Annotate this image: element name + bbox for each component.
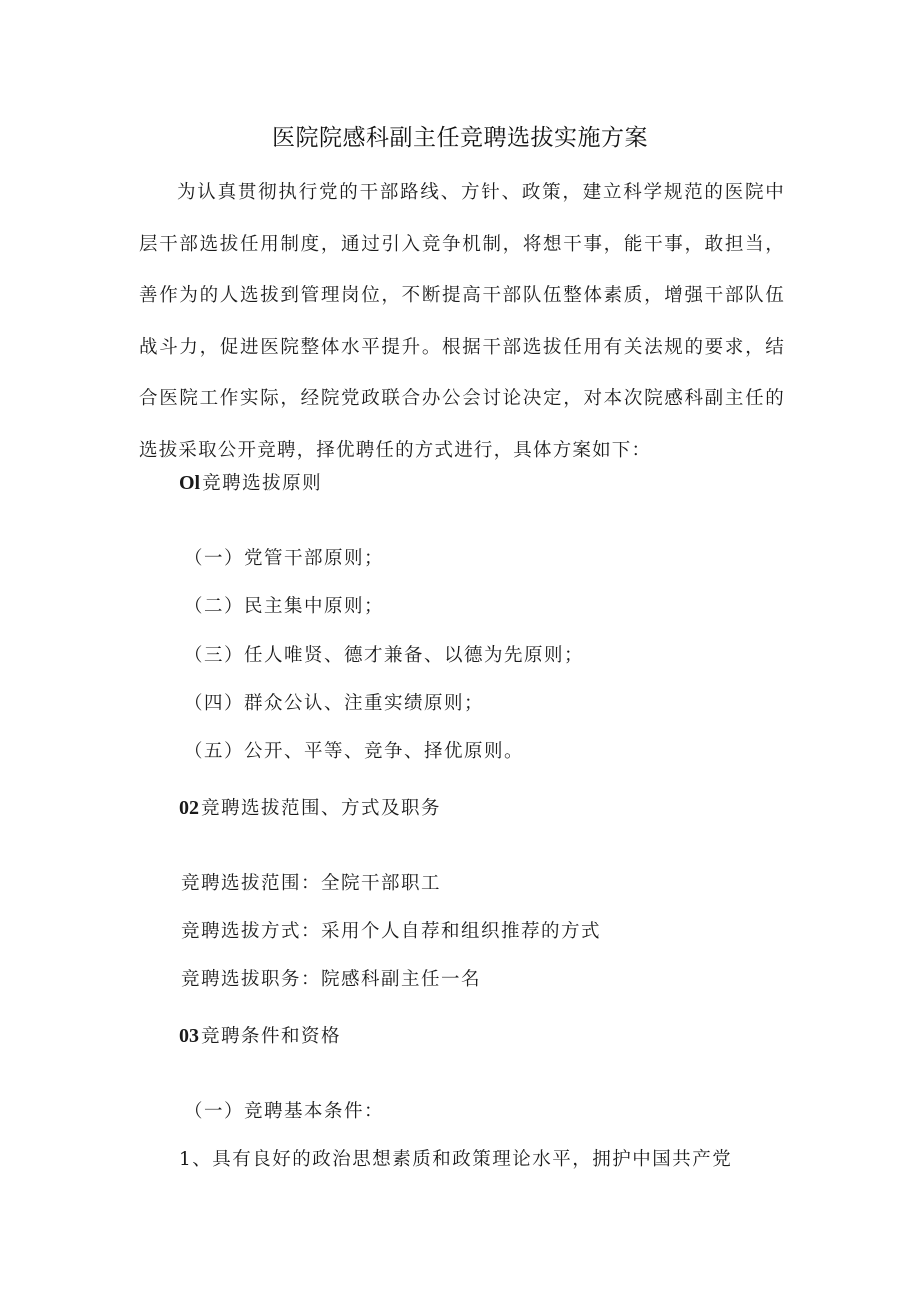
section-number: 03: [179, 1025, 199, 1047]
section-title: 竞聘条件和资格: [201, 1026, 342, 1047]
section-heading-principles: [179, 468, 322, 499]
intro-paragraph: 为认真贯彻执行党的干部路线、方针、政策，建立科学规范的医院中层干部选拔任用制度，通过引入竞争机制，将想干事，能干事，敢担当，善作为的人选拔到管理岗位，不断提高干部队伍整体素质，增强干部队伍战斗力，促进医院整体水平提升。根据干部选拔任用有关法规的要求，结合医院工作实际，经院党政联合办公会讨论决定，对本次院感科副主任的选拔采取公开竞聘，择优聘任的方式进行，具体方案如下：: [139, 182, 785, 461]
list-item: （三）任人唯贤、德才兼备、以德为先原则；: [184, 645, 585, 666]
section-heading-qualifications: [179, 1021, 341, 1052]
section-title: 竞聘选拔范围、方式及职务: [201, 798, 442, 819]
list-item: 1、具有良好的政治思想素质和政策理论水平，拥护中国共产党: [179, 1149, 733, 1170]
list-item: （一）党管干部原则；: [184, 548, 385, 569]
list-item: （二）民主集中原则；: [184, 596, 385, 617]
section-title: 竞聘选拔原则: [202, 473, 323, 494]
list-item: （五）公开、平等、竞争、择优原则。: [184, 741, 525, 762]
list-item: 竞聘选拔职务：院感科副主任一名: [181, 969, 482, 990]
section-number: Ol: [179, 472, 201, 494]
list-item: （一）竞聘基本条件：: [184, 1101, 385, 1122]
section-number: 02: [179, 797, 199, 819]
section-heading-scope: [179, 793, 441, 824]
list-item: 竞聘选拔范围：全院干部职工: [181, 873, 442, 894]
list-item: （四）群众公认、注重实绩原则；: [184, 693, 485, 714]
document-title: 医院院感科副主任竞聘选拔实施方案: [272, 125, 648, 151]
list-item: 竞聘选拔方式：采用个人自荐和组织推荐的方式: [181, 921, 602, 942]
